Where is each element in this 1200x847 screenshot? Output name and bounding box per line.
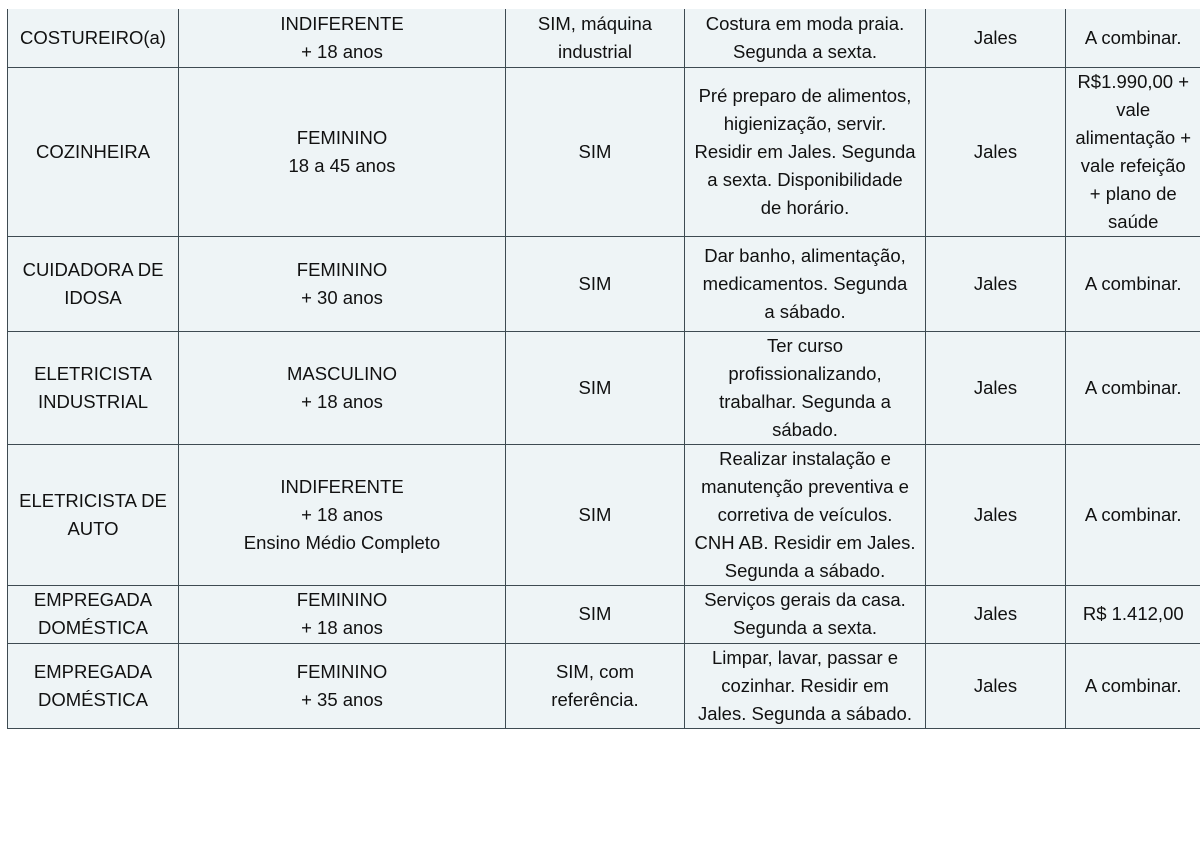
experience-cell: SIM bbox=[506, 236, 685, 331]
salary-cell: R$ 1.412,00 bbox=[1066, 585, 1200, 643]
requirements-cell: INDIFERENTE + 18 anos bbox=[179, 9, 506, 67]
experience-cell: SIM bbox=[506, 331, 685, 444]
job-role-cell: COSTUREIRO(a) bbox=[8, 9, 179, 67]
city-cell: Jales bbox=[926, 444, 1066, 585]
job-role-cell: EMPREGADA DOMÉSTICA bbox=[8, 585, 179, 643]
experience-cell: SIM bbox=[506, 67, 685, 236]
job-listings-table bbox=[7, 9, 1200, 729]
description-cell: Dar banho, alimentação, medicamentos. Segunda a sábado. bbox=[685, 236, 926, 331]
job-role-cell: ELETRICISTA INDUSTRIAL bbox=[8, 331, 179, 444]
table-row bbox=[8, 585, 1200, 643]
table-row bbox=[8, 67, 1200, 236]
experience-cell: SIM bbox=[506, 585, 685, 643]
table-row bbox=[8, 236, 1200, 331]
table-row bbox=[8, 9, 1200, 67]
requirements-cell: FEMININO + 35 anos bbox=[179, 643, 506, 728]
table-row bbox=[8, 331, 1200, 444]
job-role-cell: CUIDADORA DE IDOSA bbox=[8, 236, 179, 331]
description-cell: Realizar instalação e manutenção preventiva e corretiva de veículos. CNH AB. Residir em Jales. Segunda a sábado. bbox=[685, 444, 926, 585]
table-row bbox=[8, 444, 1200, 585]
salary-cell: A combinar. bbox=[1066, 331, 1200, 444]
requirements-cell: FEMININO + 18 anos bbox=[179, 585, 506, 643]
requirements-cell: FEMININO 18 a 45 anos bbox=[179, 67, 506, 236]
experience-cell: SIM, com referência. bbox=[506, 643, 685, 728]
description-cell: Ter curso profissionalizando, trabalhar. Segunda a sábado. bbox=[685, 331, 926, 444]
salary-cell: A combinar. bbox=[1066, 643, 1200, 728]
city-cell: Jales bbox=[926, 67, 1066, 236]
city-cell: Jales bbox=[926, 236, 1066, 331]
city-cell: Jales bbox=[926, 643, 1066, 728]
description-cell: Pré preparo de alimentos, higienização, servir. Residir em Jales. Segunda a sexta. Disponibilidade de horário. bbox=[685, 67, 926, 236]
description-cell: Costura em moda praia. Segunda a sexta. bbox=[685, 9, 926, 67]
job-role-cell: EMPREGADA DOMÉSTICA bbox=[8, 643, 179, 728]
experience-cell: SIM bbox=[506, 444, 685, 585]
requirements-cell: MASCULINO + 18 anos bbox=[179, 331, 506, 444]
job-role-cell: ELETRICISTA DE AUTO bbox=[8, 444, 179, 585]
requirements-cell: FEMININO + 30 anos bbox=[179, 236, 506, 331]
city-cell: Jales bbox=[926, 585, 1066, 643]
experience-cell: SIM, máquina industrial bbox=[506, 9, 685, 67]
requirements-cell: INDIFERENTE + 18 anos Ensino Médio Completo bbox=[179, 444, 506, 585]
table-row bbox=[8, 643, 1200, 728]
city-cell: Jales bbox=[926, 331, 1066, 444]
job-role-cell: COZINHEIRA bbox=[8, 67, 179, 236]
salary-cell: A combinar. bbox=[1066, 9, 1200, 67]
city-cell: Jales bbox=[926, 9, 1066, 67]
description-cell: Limpar, lavar, passar e cozinhar. Residir em Jales. Segunda a sábado. bbox=[685, 643, 926, 728]
salary-cell: A combinar. bbox=[1066, 444, 1200, 585]
salary-cell: R$1.990,00 + vale alimentação + vale refeição + plano de saúde bbox=[1066, 67, 1200, 236]
salary-cell: A combinar. bbox=[1066, 236, 1200, 331]
description-cell: Serviços gerais da casa. Segunda a sexta. bbox=[685, 585, 926, 643]
